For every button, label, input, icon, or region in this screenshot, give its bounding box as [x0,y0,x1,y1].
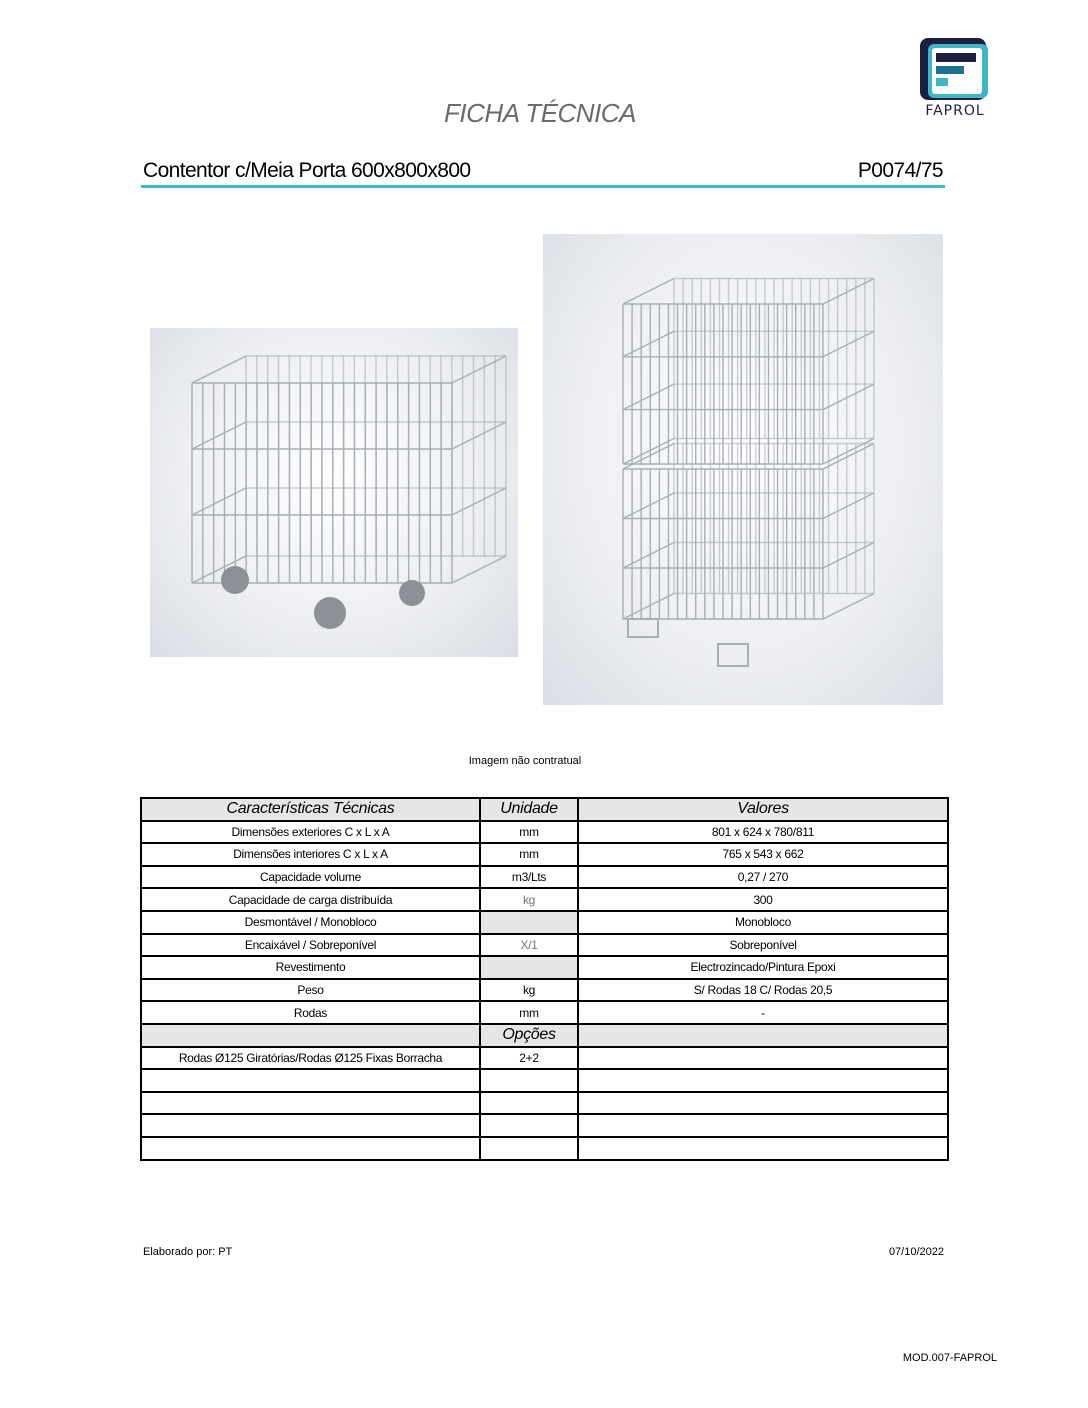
table-row [141,934,948,957]
row-unit: mm [480,821,578,844]
row-characteristic: Capacidade volume [141,866,480,889]
table-row [141,843,948,866]
product-name: Contentor c/Meia Porta 600x800x800 [143,159,471,182]
table-row [141,1001,948,1024]
option-row [141,1137,948,1160]
row-unit [480,956,578,979]
row-unit: kg [480,979,578,1002]
row-unit: m3/Lts [480,866,578,889]
row-value: S/ Rodas 18 C/ Rodas 20,5 [578,979,948,1002]
row-value: Sobreponível [578,934,948,957]
option-qty [480,1137,578,1160]
document-title: FICHA TÉCNICA [444,98,636,128]
option-qty [480,1114,578,1137]
table-row [141,888,948,911]
row-characteristic: Capacidade de carga distribuída [141,888,480,911]
row-value: Electrozincado/Pintura Epoxi [578,956,948,979]
header-values: Valores [578,798,948,821]
product-image-wheels [150,328,518,657]
option-qty [480,1092,578,1115]
table-row [141,911,948,934]
row-value: - [578,1001,948,1024]
row-value: 0,27 / 270 [578,866,948,889]
row-unit: mm [480,1001,578,1024]
header-unit: Unidade [480,798,578,821]
row-value: 801 x 624 x 780/811 [578,821,948,844]
row-characteristic: Desmontável / Monobloco [141,911,480,934]
table-row [141,866,948,889]
table-row [141,821,948,844]
row-unit: mm [480,843,578,866]
option-row [141,1069,948,1092]
row-unit: X/1 [480,934,578,957]
options-header: Opções [480,1024,578,1047]
table-header-row [141,798,948,821]
model-code: MOD.007-FAPROL [902,1352,997,1364]
option-row [141,1092,948,1115]
row-value: 765 x 543 x 662 [578,843,948,866]
options-blank [578,1024,948,1047]
option-row [141,1047,948,1070]
option-name [141,1069,480,1092]
product-code: P0074/75 [857,159,943,182]
row-characteristic: Rodas [141,1001,480,1024]
row-characteristic: Revestimento [141,956,480,979]
option-value [578,1137,948,1160]
product-image-stacked [543,234,943,705]
specs-table [140,797,949,1161]
row-unit [480,911,578,934]
row-value: 300 [578,888,948,911]
options-blank [141,1024,480,1047]
option-value [578,1114,948,1137]
row-value: Monobloco [578,911,948,934]
product-header [141,158,945,188]
option-name: Rodas Ø125 Giratórias/Rodas Ø125 Fixas Borracha [141,1047,480,1070]
table-row [141,979,948,1002]
option-name [141,1137,480,1160]
option-value [578,1069,948,1092]
option-value [578,1047,948,1070]
option-qty: 2+2 [480,1047,578,1070]
option-name [141,1092,480,1115]
author: Elaborado por: PT [143,1246,233,1258]
row-characteristic: Dimensões interiores C x L x A [141,843,480,866]
row-characteristic: Dimensões exteriores C x L x A [141,821,480,844]
row-characteristic: Encaixável / Sobreponível [141,934,480,957]
header-characteristics: Características Técnicas [141,798,480,821]
row-unit: kg [480,888,578,911]
svg-text:FAPROL: FAPROL [925,103,985,119]
options-header-row [141,1024,948,1047]
table-row [141,956,948,979]
option-qty [480,1069,578,1092]
option-value [578,1092,948,1115]
option-name [141,1114,480,1137]
row-characteristic: Peso [141,979,480,1002]
image-caption: Imagem não contratual [468,755,582,767]
option-row [141,1114,948,1137]
date: 07/10/2022 [888,1246,944,1258]
